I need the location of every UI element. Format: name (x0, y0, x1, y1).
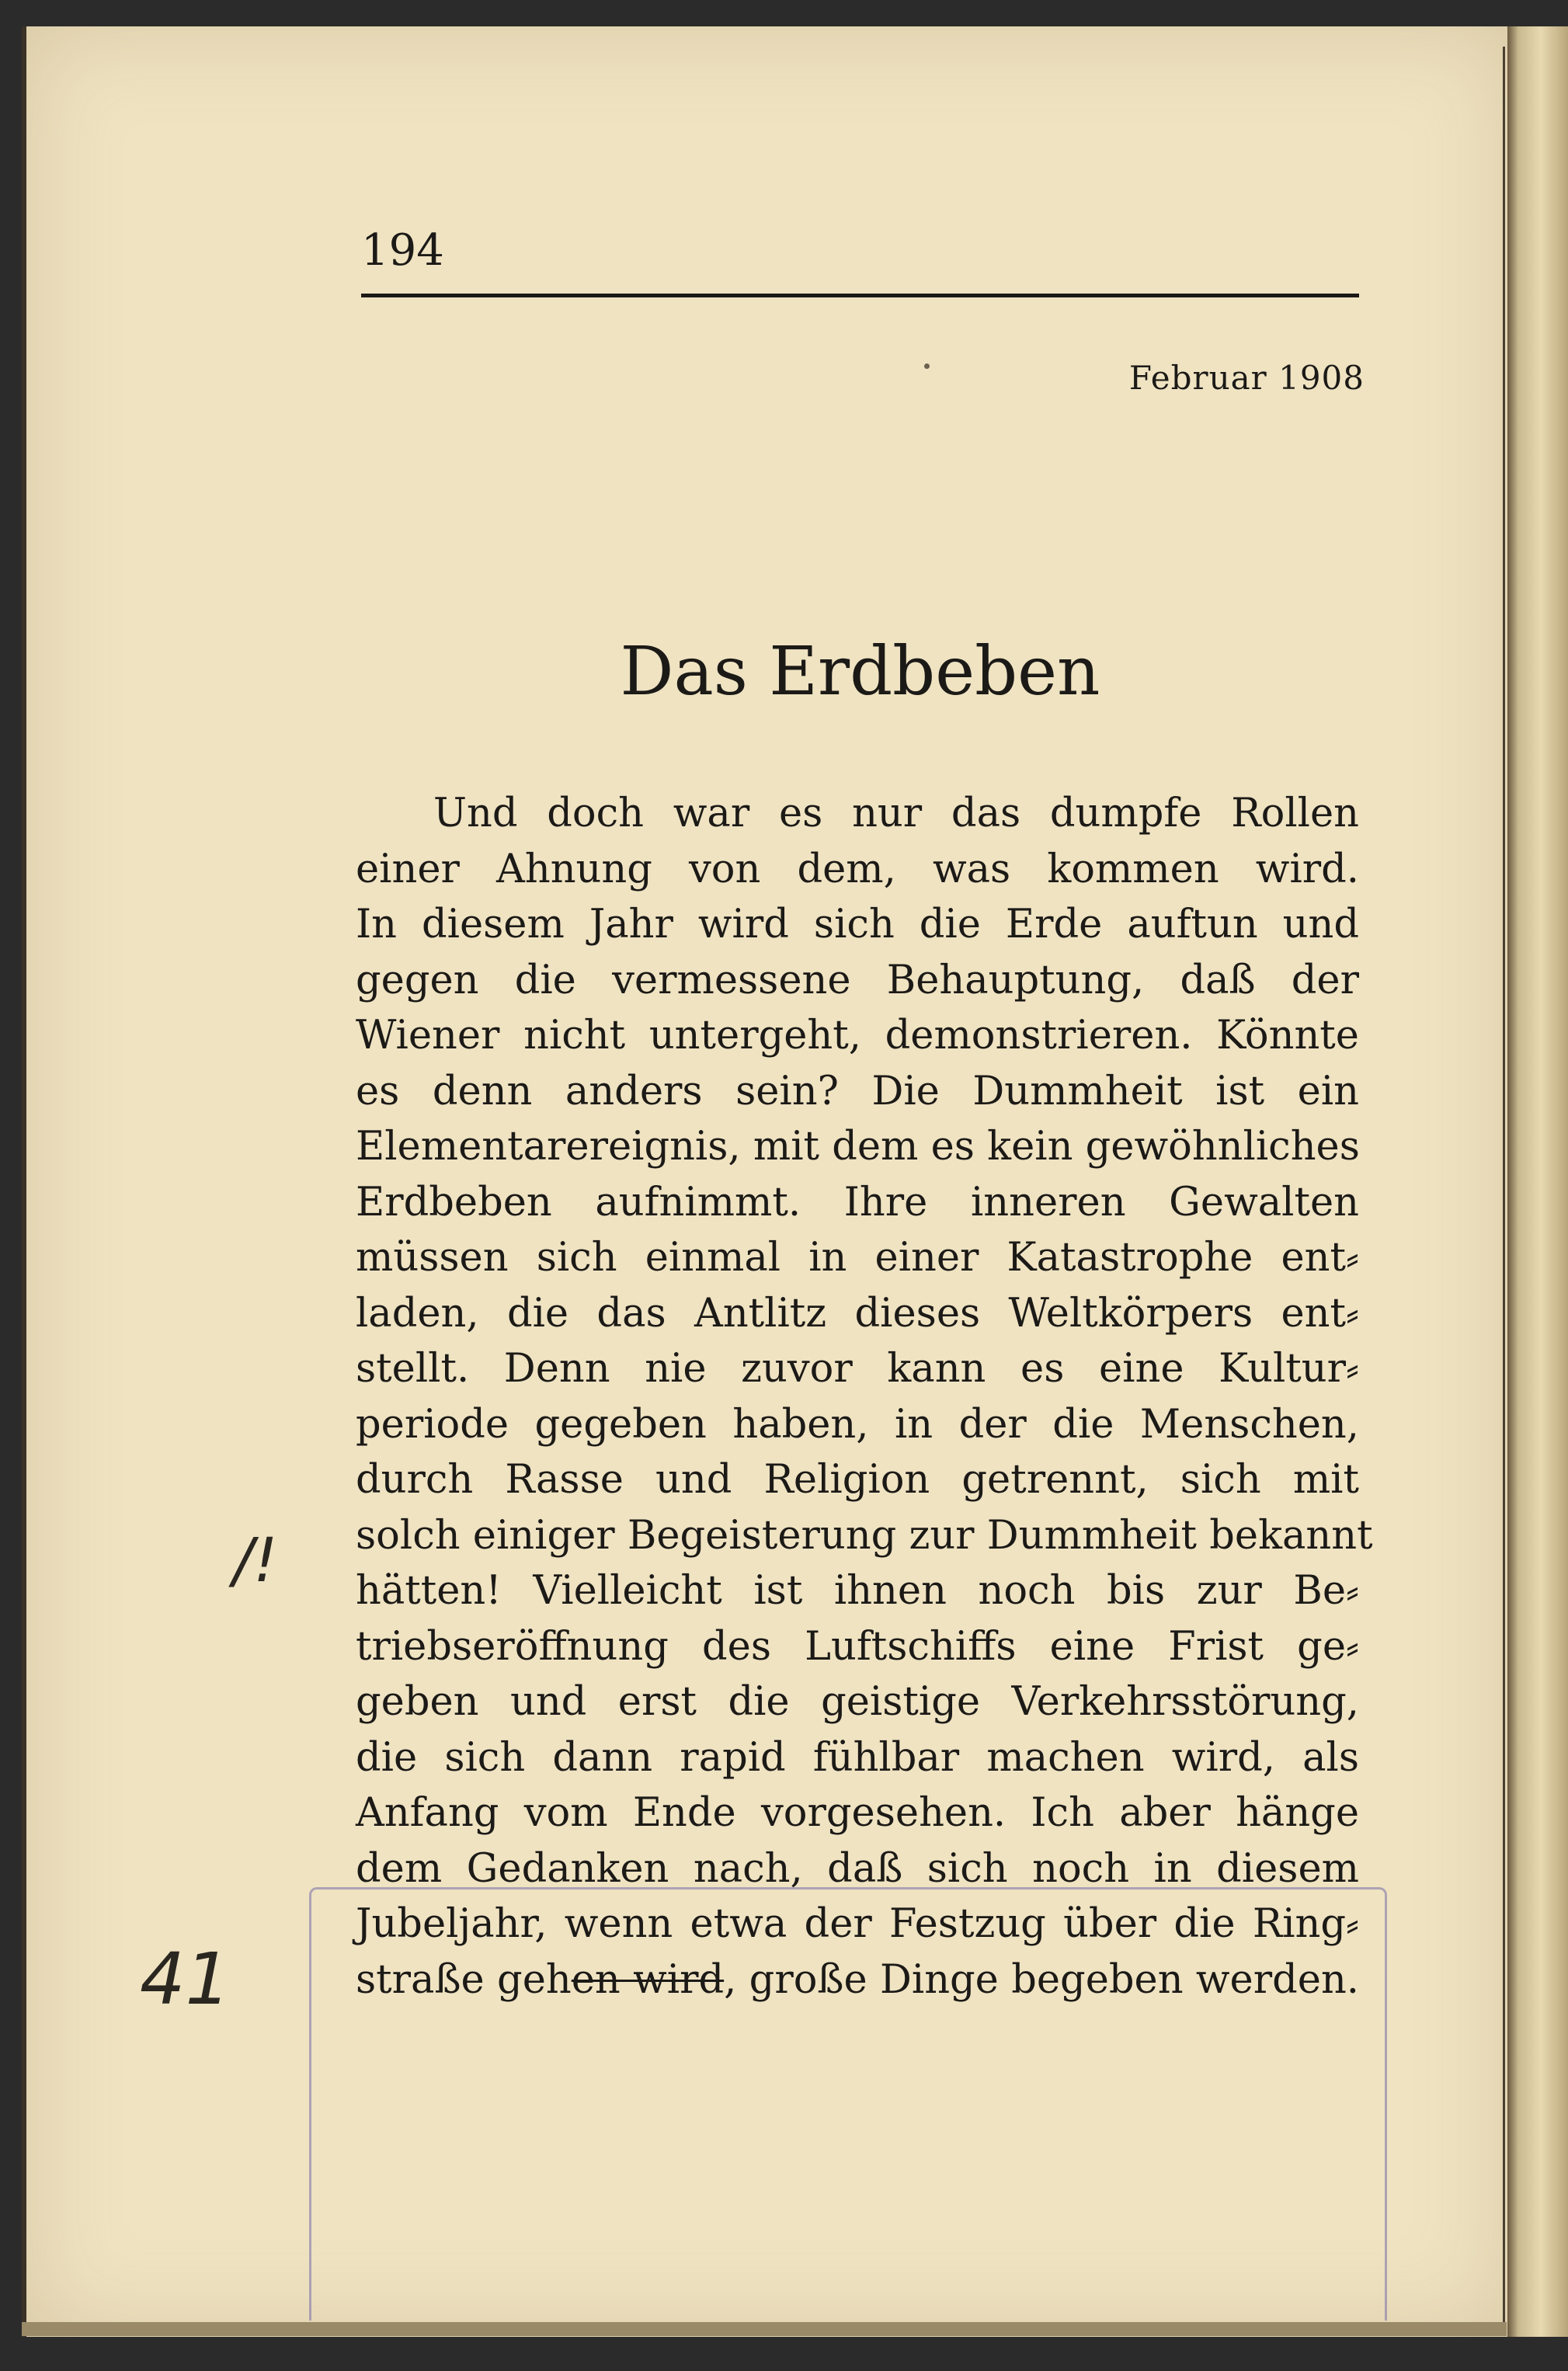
pencil-annotation-box (309, 1887, 1387, 2321)
struck-text: en wird (571, 1956, 725, 2003)
article-body (356, 786, 1373, 2008)
body-line: periode gegeben haben, in der die Menschen, (356, 1401, 1359, 1448)
body-line: geben und erst die geistige Verkehrsstörung, (356, 1679, 1359, 1725)
margin-handwritten-number: 41 (140, 1938, 231, 2021)
paper-speck (924, 363, 930, 369)
last-line-end: , große Dinge begeben werden. (724, 1956, 1359, 2003)
dateline: Februar 1908 (1128, 359, 1365, 397)
page-gutter (1507, 26, 1568, 2337)
page-bottom-edge (22, 2322, 1507, 2336)
body-line: Elementarereignis, mit dem es kein gewöhnliches (356, 1124, 1360, 1170)
body-line: solch einiger Begeisterung zur Dummheit bekannt (356, 1512, 1373, 1559)
body-line: Anfang vom Ende vorgesehen. Ich aber hänge (356, 1790, 1359, 1836)
body-line: Jubeljahr, wenn etwa der Festzug über die Ring⸗ (356, 1901, 1359, 1947)
body-line: durch Rasse und Religion getrennt, sich mit (356, 1457, 1359, 1503)
body-line: Erdbeben aufnimmt. Ihre inneren Gewalten (356, 1179, 1359, 1225)
body-line: In diesem Jahr wird sich die Erde auftun und (356, 902, 1359, 947)
body-line: laden, die das Antlitz dieses Weltkörpers ent⸗ (356, 1290, 1359, 1337)
body-line: stellt. Denn nie zuvor kann es eine Kultur⸗ (356, 1346, 1359, 1392)
body-line: Und doch war es nur das dumpfe Rollen (433, 791, 1359, 836)
spine-edge (1503, 47, 1505, 2322)
last-line-start: straße geh (356, 1956, 572, 2003)
body-line: einer Ahnung von dem, was kommen wird. (356, 846, 1359, 892)
header-rule (361, 294, 1359, 297)
body-line: Wiener nicht untergeht, demonstrieren. Könnte (356, 1013, 1359, 1059)
body-line: die sich dann rapid fühlbar machen wird, als (356, 1734, 1359, 1781)
body-line: dem Gedanken nach, daß sich noch in diesem (356, 1845, 1359, 1892)
body-line: triebseröffnung des Luftschiffs eine Frist ge⸗ (356, 1623, 1359, 1670)
page-number: 194 (361, 225, 444, 276)
article-title: Das Erdbeben (620, 633, 1100, 711)
body-line: müssen sich einmal in einer Katastrophe ent⸗ (356, 1235, 1359, 1281)
margin-exclamation-mark: /! (233, 1526, 278, 1596)
body-line: hätten! Vielleicht ist ihnen noch bis zur Be⸗ (356, 1568, 1359, 1614)
body-line: gegen die vermessene Behauptung, daß der (356, 957, 1359, 1003)
body-line: es denn anders sein? Die Dummheit ist ein (356, 1068, 1359, 1114)
